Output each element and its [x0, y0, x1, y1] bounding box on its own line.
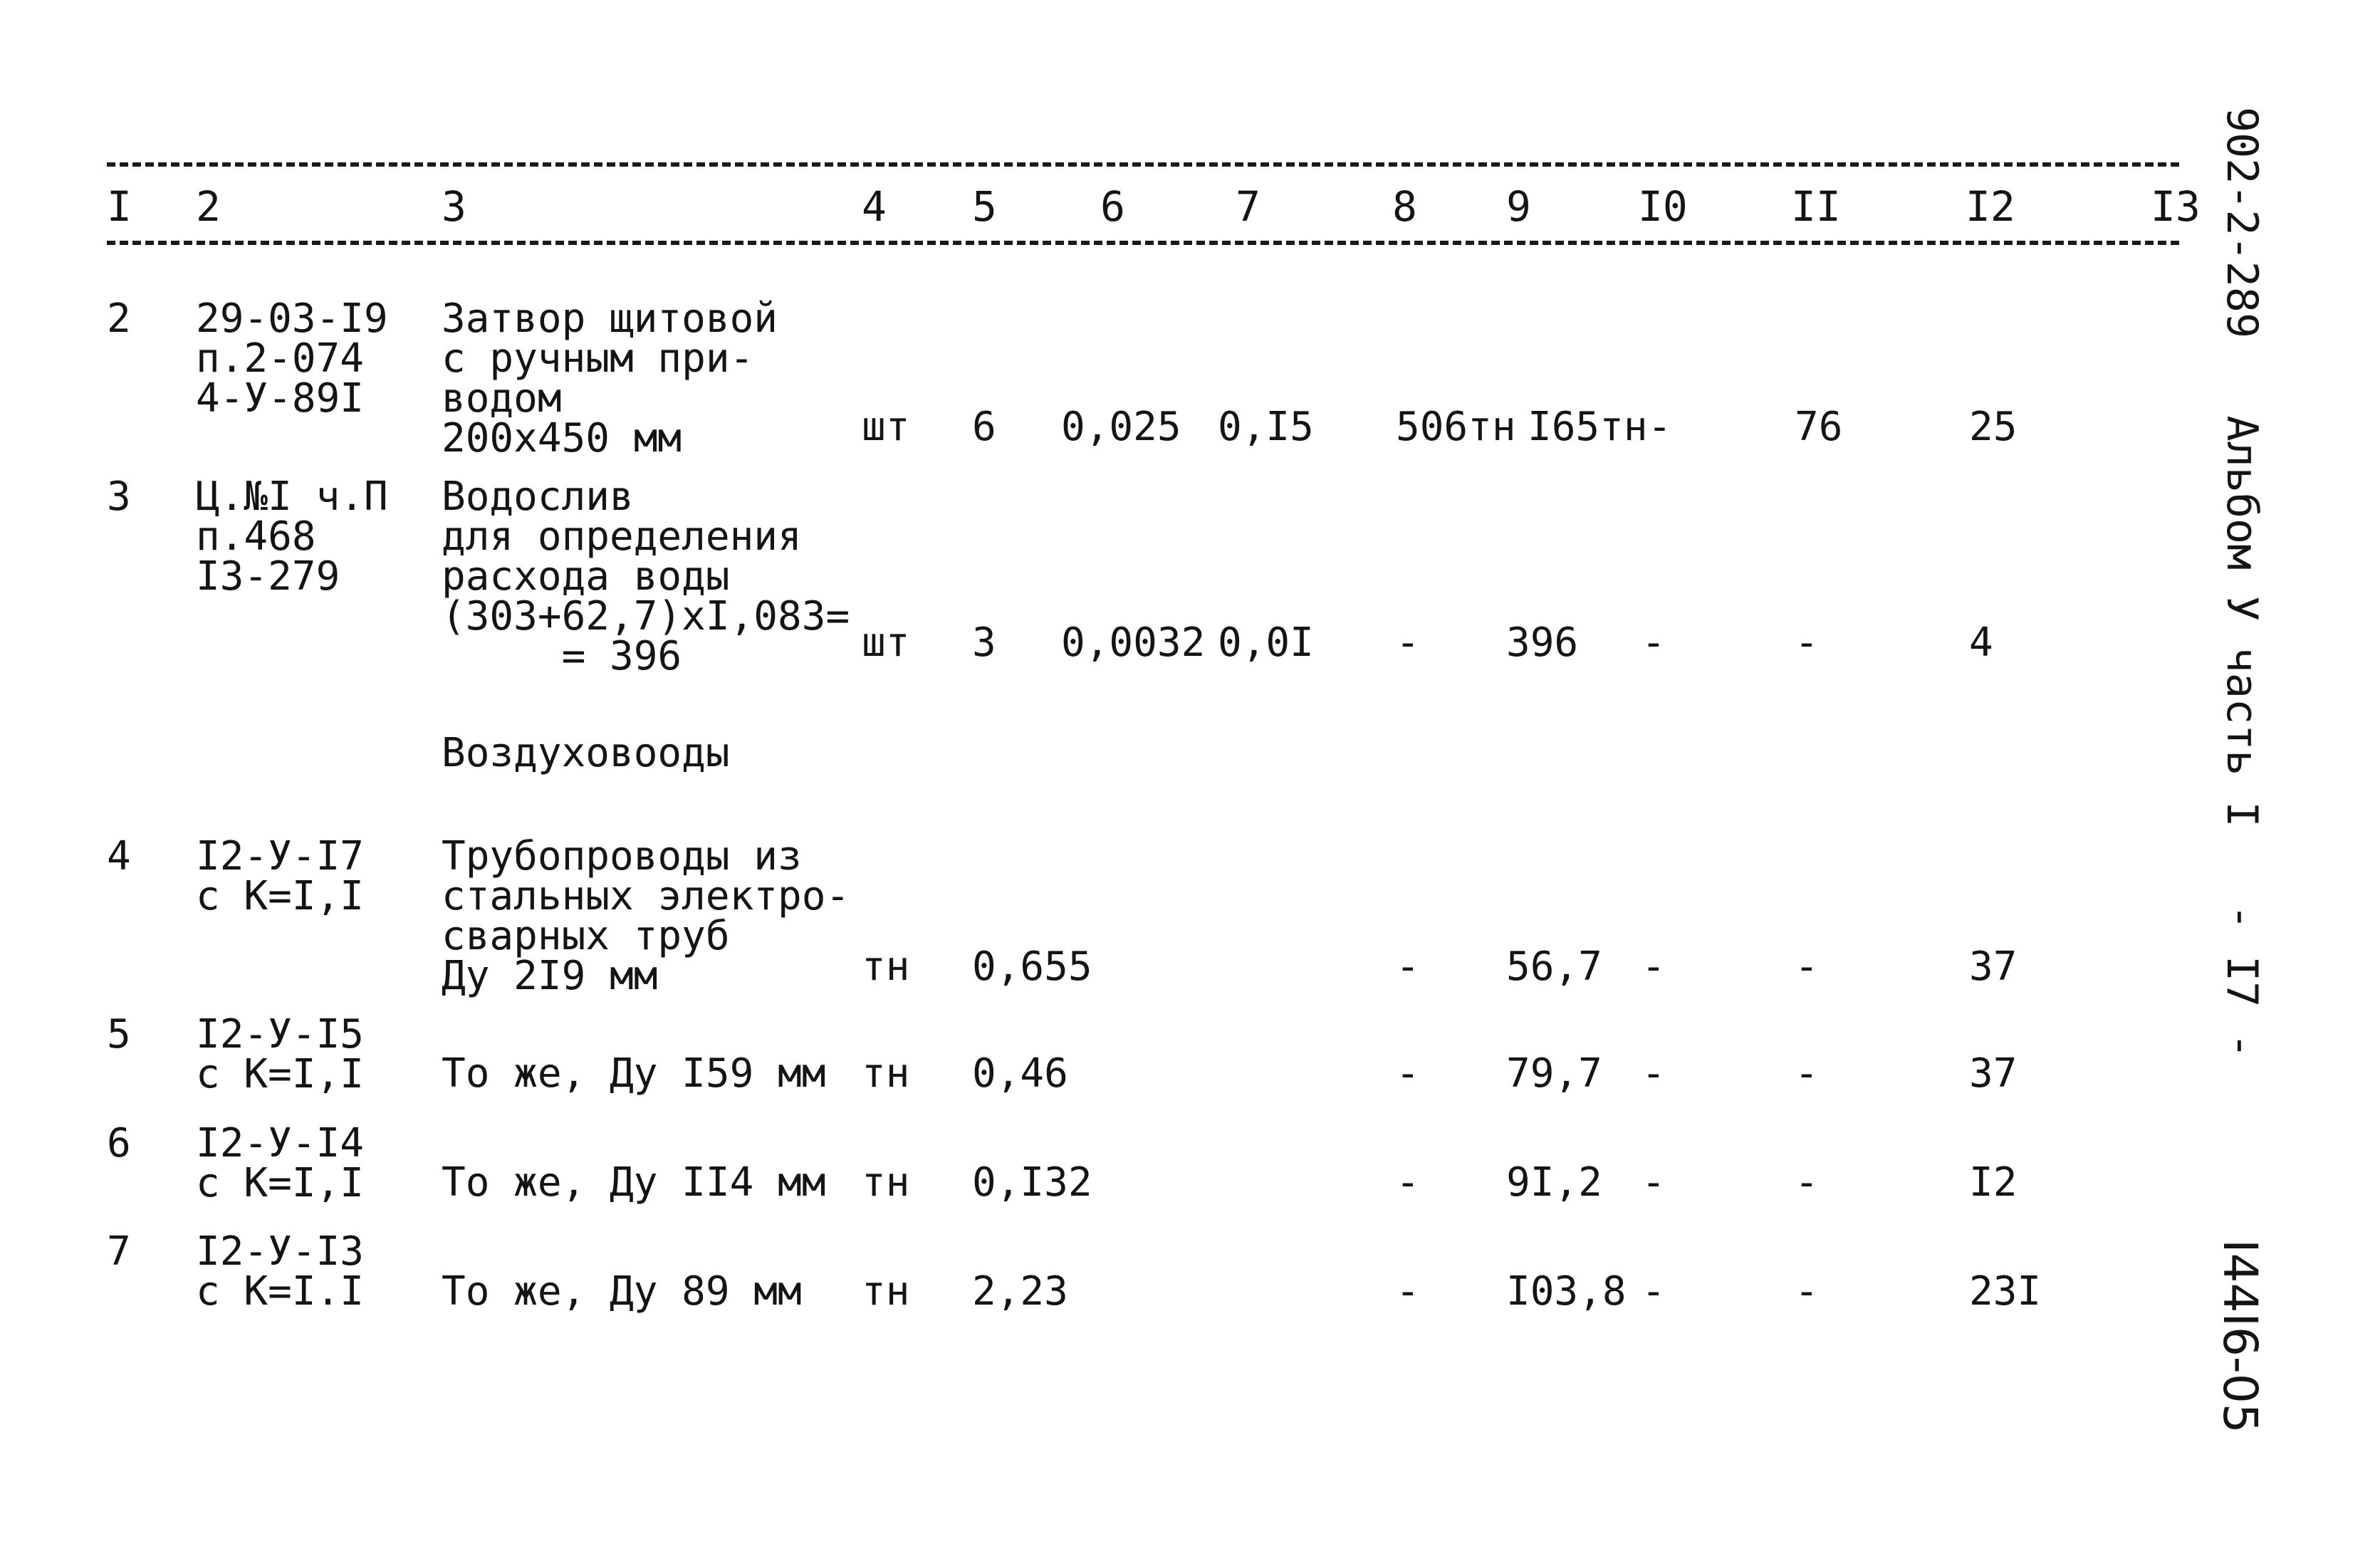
row-col-12: 37	[1969, 944, 2018, 990]
row-col-10: -	[1642, 1050, 1666, 1097]
col-header-10: I0	[1638, 182, 1688, 231]
row-col-8: -	[1396, 1159, 1420, 1206]
col-header-1: I	[107, 182, 132, 231]
row-col-9: 79,7	[1506, 1050, 1602, 1097]
row-unit: тн	[862, 1159, 910, 1206]
row-reference	[196, 1228, 365, 1315]
row-col-9: 56,7	[1506, 944, 1602, 990]
row-description	[442, 296, 778, 461]
row-col-11: 76	[1795, 404, 1843, 450]
row-description	[442, 833, 850, 999]
col-header-6: 6	[1100, 182, 1125, 231]
row-number: 4	[107, 833, 131, 879]
row-col-11: -	[1795, 620, 1819, 666]
row-col-7: 0,0I	[1218, 620, 1314, 666]
row-col-7: 0,I5	[1218, 404, 1314, 450]
reference-line: I3-279	[196, 553, 340, 600]
row-reference	[196, 1120, 365, 1206]
row-col-10: -	[1642, 1159, 1666, 1206]
description-line: для определения	[442, 513, 802, 560]
row-col-10: -	[1642, 944, 1666, 990]
row-unit: шт	[862, 404, 910, 450]
col-header-11: II	[1791, 182, 1841, 231]
description-line: = 396	[442, 633, 682, 679]
row-number: 3	[107, 474, 131, 520]
row-col-12: 37	[1969, 1050, 2018, 1097]
row-description	[442, 474, 850, 679]
row-col-5: 6	[972, 404, 996, 450]
row-description: То же, Ду II4 мм	[442, 1159, 826, 1206]
side-title: 902-2-289 Альбом У часть I - I7 -	[2217, 107, 2267, 1059]
row-col-10: -	[1642, 1268, 1666, 1315]
row-reference	[196, 1011, 365, 1097]
row-col-11: -	[1795, 1268, 1819, 1315]
row-col-9: I03,8	[1506, 1268, 1627, 1315]
description-line: Ду 2I9 мм	[442, 953, 658, 999]
reference-line: п.468	[196, 513, 316, 560]
reference-line: 29-03-I9	[196, 296, 388, 342]
reference-line: I2-У-I4	[196, 1120, 365, 1166]
document-code: I44I6-05	[2213, 1239, 2267, 1434]
description-line: Водослив	[442, 474, 634, 520]
row-col-10: -	[1642, 620, 1666, 666]
row-col-6: 0,0032	[1061, 620, 1206, 666]
col-header-5: 5	[972, 182, 997, 231]
description-line: водом	[442, 375, 562, 422]
reference-line: с К=I,I	[196, 1160, 365, 1206]
row-reference	[196, 833, 365, 919]
row-col-5: 0,46	[972, 1050, 1068, 1097]
col-header-2: 2	[196, 182, 221, 231]
description-line: сварных труб	[442, 913, 730, 959]
row-col-9: 9I,2	[1506, 1159, 1602, 1206]
description-line: 200х450 мм	[442, 415, 682, 461]
row-col-5: 3	[972, 620, 996, 666]
row-col-11: -	[1795, 1050, 1819, 1097]
col-header-8: 8	[1392, 182, 1417, 231]
reference-line: с К=I,I	[196, 873, 365, 919]
row-col-8: -	[1396, 944, 1420, 990]
reference-line: Ц.№I ч.П	[196, 474, 388, 520]
row-col-6: 0,025	[1061, 404, 1181, 450]
col-header-13: I3	[2151, 182, 2201, 231]
row-col-9: I65тн-	[1528, 404, 1672, 450]
row-number: 2	[107, 296, 131, 342]
description-line: стальных электро-	[442, 873, 850, 919]
row-number: 5	[107, 1011, 131, 1058]
description-line: с ручным при-	[442, 335, 754, 382]
row-col-8: -	[1396, 620, 1420, 666]
col-header-3: 3	[442, 182, 466, 231]
reference-line: I2-У-I5	[196, 1011, 365, 1058]
col-header-4: 4	[862, 182, 887, 231]
col-header-12: I2	[1966, 182, 2015, 231]
row-col-5: 2,23	[972, 1268, 1068, 1315]
row-unit: шт	[862, 620, 910, 666]
row-col-8: 506тн	[1396, 404, 1516, 450]
row-col-11: -	[1795, 944, 1819, 990]
description-line: Трубопроводы из	[442, 833, 802, 879]
reference-line: с К=I.I	[196, 1268, 365, 1315]
reference-line: 4-У-89I	[196, 375, 365, 422]
row-col-12: 4	[1969, 620, 1993, 666]
reference-line: п.2-074	[196, 335, 365, 382]
row-reference	[196, 474, 388, 600]
header-top-rule	[107, 162, 2179, 167]
header-bottom-rule	[107, 241, 2179, 245]
row-number: 7	[107, 1228, 131, 1275]
col-header-9: 9	[1506, 182, 1531, 231]
row-col-12: 25	[1969, 404, 2018, 450]
description-line: Затвор щитовой	[442, 296, 778, 342]
row-col-5: 0,655	[972, 944, 1092, 990]
description-line: (303+62,7)хI,083=	[442, 593, 850, 639]
section-heading: Воздуховооды	[442, 730, 730, 776]
row-col-9: 396	[1506, 620, 1579, 666]
row-unit: тн	[862, 944, 910, 990]
row-col-12: I2	[1969, 1159, 2018, 1206]
reference-line: I2-У-I3	[196, 1228, 365, 1275]
row-col-5: 0,I32	[972, 1159, 1092, 1206]
row-unit: тн	[862, 1050, 910, 1097]
description-line: расхода воды	[442, 553, 730, 600]
row-unit: тн	[862, 1268, 910, 1315]
col-header-7: 7	[1236, 182, 1261, 231]
row-number: 6	[107, 1120, 131, 1166]
row-col-11: -	[1795, 1159, 1819, 1206]
row-description: То же, Ду I59 мм	[442, 1050, 826, 1097]
row-col-12: 23I	[1969, 1268, 2042, 1315]
row-description: То же, Ду 89 мм	[442, 1268, 802, 1315]
row-col-8: -	[1396, 1268, 1420, 1315]
reference-line: I2-У-I7	[196, 833, 365, 879]
row-col-8: -	[1396, 1050, 1420, 1097]
row-reference	[196, 296, 388, 422]
reference-line: с К=I,I	[196, 1051, 365, 1097]
